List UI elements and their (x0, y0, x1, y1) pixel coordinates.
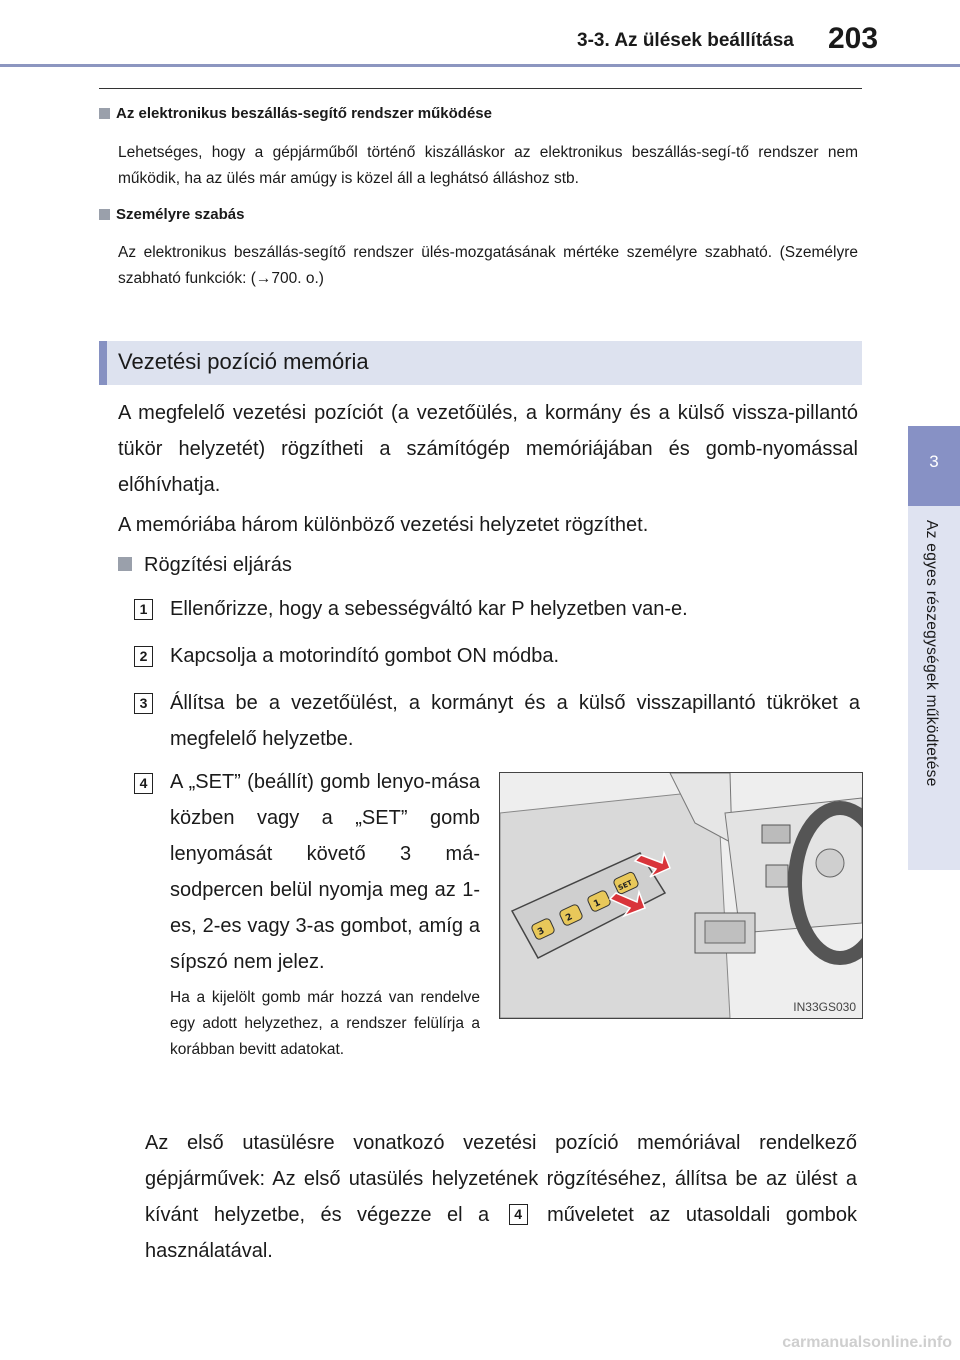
intro-paragraph: A megfelelő vezetési pozíciót (a vezetőülés, a kormány és a külső vissza-pillantó tükör helyzetét) rögzítheti a számítógép memóriájában és gomb-nyomással előhívhatja. (118, 402, 858, 496)
page-number: 203 (828, 22, 879, 55)
seat-memory-illustration (499, 772, 863, 1019)
step-4-text: A „SET” (beállít) gomb lenyo-mása közben vagy a „SET” gomb lenyomását követő 3 má-sodpercen belül nyomja meg az 1-es, 2-es vagy 3-as gombot, amíg a sípszó nem jelez. (170, 771, 480, 973)
memory-button-label: 1 (592, 898, 603, 910)
procedure-title (118, 554, 292, 577)
step-number-box: 4 (134, 773, 153, 794)
passenger-paragraph (145, 1125, 857, 1269)
illustration-drawing (500, 773, 862, 1018)
header-section-title: 3-3. Az ülések beállítása (577, 30, 794, 51)
step-1 (134, 599, 858, 620)
watermark: carmanualsonline.info (782, 1334, 952, 1351)
note-title-entry-system (99, 105, 492, 122)
note-title-customization (99, 206, 244, 223)
bullet-square-icon (118, 557, 132, 571)
step-3 (134, 692, 860, 750)
step-number-box: 2 (134, 646, 153, 667)
note-title-text: Az elektronikus beszállás-segítő rendszer működése (116, 105, 492, 122)
chapter-sidebar (908, 506, 960, 870)
intro-paragraph-2: A memóriába három különböző vezetési helyzetet rögzíthet. (118, 514, 649, 536)
illustration-code: IN33GS030 (793, 1000, 856, 1014)
passenger-text-before: Az első utasülésre vonatkozó vezetési pozíció memóriával rendelkező gépjárművek: Az első utasülés helyzetének rögzítéséhez, állítsa be az ülést a kívánt helyzetbe, és végezze el a (145, 1132, 857, 1226)
top-rule (99, 88, 862, 89)
bullet-square-icon (99, 209, 110, 220)
step-number-box: 3 (134, 693, 153, 714)
step-reference-box: 4 (509, 1204, 528, 1225)
step-text: Állítsa be a vezetőülést, a kormányt és a külső visszapillantó tükröket a megfelelő helyzetbe. (170, 692, 860, 750)
step-note: Ha a kijelölt gomb már hozzá van rendelve egy adott helyzethez, a rendszer felülírja a korábban bevitt adatokat. (170, 989, 480, 1058)
procedure-title-text: Rögzítési eljárás (144, 554, 292, 576)
step-2 (134, 646, 858, 667)
step-4 (134, 773, 153, 794)
step-text: Kapcsolja a motorindító gombot ON módba. (170, 645, 560, 667)
bullet-square-icon (99, 108, 110, 119)
chapter-tab (908, 426, 960, 506)
step-number-box: 1 (134, 599, 153, 620)
memory-button-label: 2 (564, 912, 575, 924)
chapter-number: 3 (929, 452, 939, 471)
chapter-title: Az egyes részegységek működtetése (923, 520, 940, 787)
memory-button-label: 3 (536, 926, 547, 938)
header-rule (0, 64, 960, 67)
note-title-text: Személyre szabás (116, 206, 245, 223)
passenger-text-after: műveletet az utasoldali gombok használatával. (145, 1204, 857, 1262)
section-banner-title: Vezetési pozíció memória (118, 349, 369, 374)
step-text: Ellenőrizze, hogy a sebességváltó kar P helyzetben van-e. (170, 598, 688, 620)
memory-button-label: SET (616, 878, 634, 893)
note-text-entry-system: Lehetséges, hogy a gépjárműből történő kiszálláskor az elektronikus beszállás-segí-tő rendszer nem működik, ha az ülés már amúgy is közel áll a leghátsó álláshoz stb. (118, 144, 858, 187)
section-banner-accent (99, 341, 107, 385)
note-text-customization: Az elektronikus beszállás-segítő rendszer ülés-mozgatásának mértéke személyre szabható. (Személyre szabható funkciók: (→700. o.) (118, 244, 858, 287)
